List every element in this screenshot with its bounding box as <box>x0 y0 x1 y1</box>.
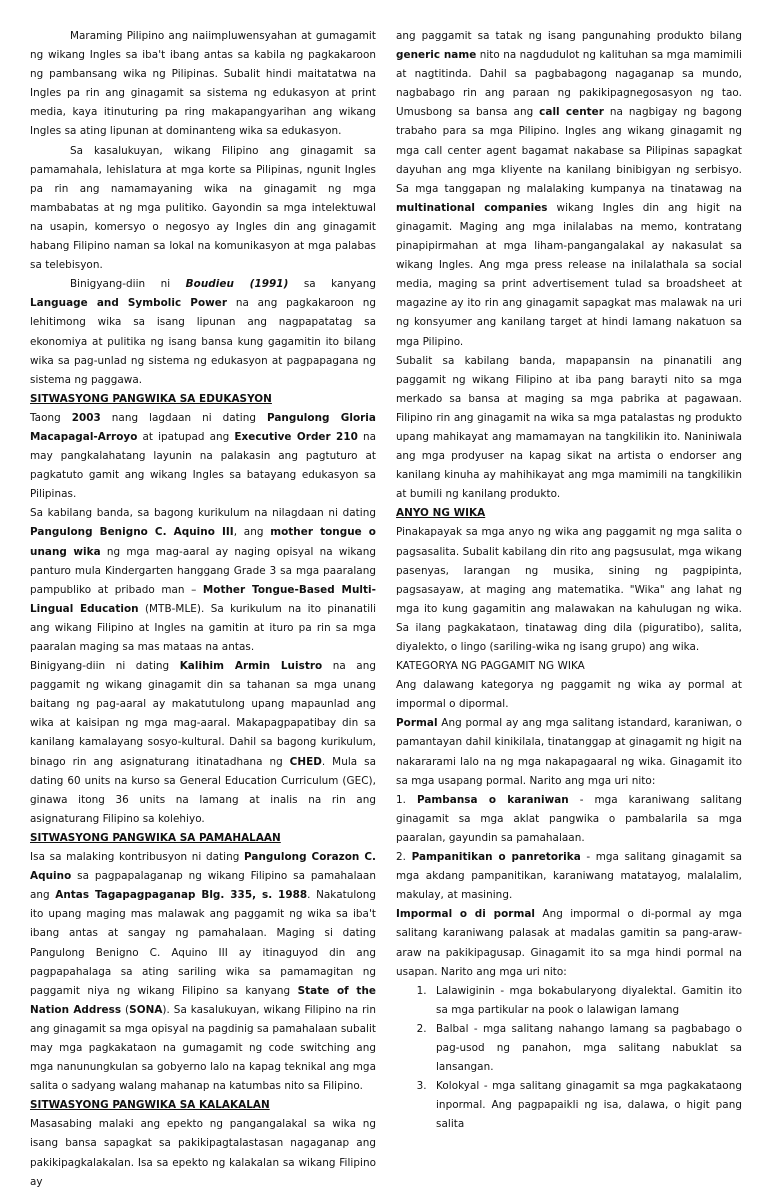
right-column <box>396 27 742 1131</box>
section-heading-kategorya: KATEGORYA NG PAGGAMIT NG WIKA <box>396 660 585 673</box>
list-item: 1. Lalawiginin - mga bokabularyong diyalektal. Gamitin ito sa mga partikular na pook o lalawigan lamang <box>430 982 742 1020</box>
left-column <box>30 27 377 1188</box>
paragraph: Subalit sa kabilang banda, mapapansin na pinanatili ang paggamit ng wikang Filipino at iba pang barayti nito sa mga merkado sa bansa at maging sa mga pabrika at pagawaan. Filipino rin ang ginagamit na wika sa mga patalastas ng produkto upang mahikayat ang mamamayan na tangkilikin ito. Naniniwala ang mga prodyuser na kapag sikat na artista o endorser ang kanilang kinuha ay mahihikayat ang mga mamimili na tangkilikin at bumili ng kanilang produkto. <box>396 354 742 501</box>
paragraph: Maraming Pilipino ang naiimpluwensyahan at gumagamit ng wikang Ingles sa iba't ibang antas sa kabila ng pagkakaroon ng pambansang wika ng Pilipinas. Subalit hindi maitatatwa na Ingles pa rin ang ginagamit sa sistema ng edukasyon at print media, kaya itinuturing pa ring makapangyarihan ang wikang Ingles sa ating lipunan at dominanteng wika sa edukasyon. <box>30 30 376 138</box>
paragraph: Isa sa malaking kontribusyon ni dating Pangulong Corazon C. Aquino sa pagpapalaganap ng wikang Filipino sa pamahalaan ang Antas Tagapagpaganap Blg. 335, s. 1988. Nakatulong ito upang maging mas malawak ang paggamit ng wika sa iba't ibang antas at sangay ng pamahalaan. Maging si dating Pangulong Benigno C. Aquino III ay itinaguyod din ang pagpapahalaga sa ating sariling wika sa pamamagitan ng paggamit niya ng wikang Filipino sa kanyang State of the Nation Address (SONA). Sa kasalukuyan, wikang Filipino na rin ang ginagamit sa mga opisyal na pagdinig sa pamahalaan subalit may mga pagkakataon na gumagamit ng code switching ang mga nanunungkulan sa gobyerno lalo na kapag teknikal ang mga salita o sadyang walang mahanap na katumbas nito sa Filipino. <box>30 851 377 1093</box>
section-heading-edukasyon: SITWASYONG PANGWIKA SA EDUKASYON <box>30 392 272 405</box>
paragraph: Ang dalawang kategorya ng paggamit ng wika ay pormal at impormal o dipormal. <box>396 679 742 711</box>
section-heading-pamahalaan: SITWASYONG PANGWIKA SA PAMAHALAAN <box>30 831 281 844</box>
section-heading-anyo-ng-wika: ANYO NG WIKA <box>396 507 486 520</box>
list-item: 2. Balbal - mga salitang nahango lamang sa pagbabago o pag-usod ng panahon, mga salitang nabuklat sa lansangan. <box>430 1020 742 1077</box>
paragraph: Sa kasalukuyan, wikang Filipino ang ginagamit sa pamamahala, lehislatura at mga korte sa Pilipinas, ngunit Ingles pa rin ang namamayaning wika na ginagamit ng mga mambabatas at ng mga pulitiko. Gayondin sa mga intelektuwal na usapin, komersyo o negosyo ay Ingles din ang ginagamit habang Filipino naman sa lokal na komunikasyon at mga palabas sa telebisyon. <box>30 144 376 272</box>
paragraph: 2. Pampanitikan o panretorika - mga salitang ginagamit sa mga akdang pampanitikan, karaniwang matatayog, malalalim, makulay, at masining. <box>396 851 742 902</box>
paragraph: 1. Pambansa o karaniwan - mga karaniwang salitang ginagamit sa mga aklat pangwika o pambalarila sa mga paaralan, gayundin sa pamahalaan. <box>396 793 742 844</box>
paragraph: Sa kabilang banda, sa bagong kurikulum na nilagdaan ni dating Pangulong Benigno C. Aquino III, ang mother tongue o unang wika ng mga mag-aaral ay naging opisyal na wikang panturo mula Kindergarten hanggang Grade 3 sa mga paaralang pampubliko at pribado man – Mother Tongue-Based Multi-Lingual Education (MTB-MLE). Sa kurikulum na ito pinanatili ang wikang Filipino at Ingles na gamitin at ituro pa rin sa mga paaralan maging sa mas mataas na antas. <box>30 507 376 653</box>
informal-types-list <box>396 982 742 1135</box>
paragraph: Pinakapayak sa mga anyo ng wika ang paggamit ng mga salita o pagsasalita. Subalit kabilang din rito ang pagsusulat, mga wikang pasenyas, larangan ng musika, sining ng pagpipinta, pagsasayaw, at maging ang matematika. "Wika" ang lahat ng mga ito kung gagamitin ang malawakan na kahulugan ng wika. Sa ilang pagkakataon, tinatawag ding dila (piguratibo), salita, diyalekto, o lingo (sariling-wika ng isang grupo) ang wika. <box>396 526 742 653</box>
paragraph: Taong 2003 nang lagdaan ni dating Pangulong Gloria Macapagal-Arroyo at ipatupad ang Executive Order 210 na may pangkalahatang layunin na palakasin ang pagtuturo at pagkatuto gamit ang wikang Ingles sa batayang edukasyon sa Pilipinas. <box>30 411 377 501</box>
list-item: 3. Kolokyal - mga salitang ginagamit sa mga pagkakataong inpormal. Ang pagpapaikli ng isa, dalawa, o higit pang salita <box>430 1077 742 1134</box>
paragraph: Pormal Ang pormal ay ang mga salitang istandard, karaniwan, o pamantayan dahil kinikilala, tinatanggap at ginagamit ng higit na nakararami lalo na ng mga nakapagaaral ng wika. Ginagamit ito sa mga usapang pormal. Narito ang mga uri nito: <box>396 717 742 787</box>
paragraph: Binigyang-diin ni Boudieu (1991) sa kanyang Language and Symbolic Power na ang pagkakaroon ng lehitimong wika sa isang lipunan ang nagpapatatag sa ekonomiya at pulitika ng isang bansa kung gagamitin ito bilang wika sa pag-unlad ng sistema ng edukasyon at pagpapagana ng sistema ng paggawa. <box>30 278 376 386</box>
paragraph: Masasabing malaki ang epekto ng pangangalakal sa wika ng isang bansa sapagkat sa pakikipagtalastasan nagaganap ang pakikipagkalakalan. Isa sa epekto ng kalakalan sa wikang Filipino ay <box>30 1118 376 1188</box>
paragraph: Binigyang-diin ni dating Kalihim Armin Luistro na ang paggamit ng wikang ginagamit din sa tahanan sa mga unang baitang ng pag-aaral ay makatutulong upang mapaunlad ang wika at kaisipan ng mga mag-aaral. Makapagpapatibay din sa kanilang kamalayang sosyo-kultural. Dahil sa bagong kurikulum, binago rin ang asignaturang itinatadhana ng CHED. Mula sa dating 60 units na kurso sa General Education Curriculum (GEC), ginawa itong 36 units na lamang at inalis na rin ang asignaturang Filipino sa kolehiyo. <box>30 660 376 825</box>
section-heading-kalakalan: SITWASYONG PANGWIKA SA KALAKALAN <box>30 1099 270 1112</box>
paragraph: ang paggamit sa tatak ng isang pangunahing produkto bilang generic name nito na nagdudulot ng kalituhan sa mga mamimili at nagtitinda. Dahil sa pagbabagong nagaganap sa mundo, nagbabago rin ang paraan ng pakikipagnegosasyon ng tao. Umusbong sa bansa ang call center na nagbigay ng bagong trabaho para sa mga Pilipino. Ingles ang wikang ginagamit ng mga call center agent bagamat nakabase sa Pilipinas sapagkat dayuhan ang mga kliyente na kanilang binibigyan ng serbisyo. Sa mga tanggapan ng malalaking kumpanya na tinatawag na multinational companies wikang Ingles din ang higit na ginagamit. Maging ang mga inilalabas na memo, kontratang pinapipirmahan at mga liham-pangangalakal ay nakasulat sa wikang Ingles. Ang mga press release na inilalathala sa social media, maging sa print advertisement tulad sa broadsheet at magazine ay ito rin ang ginagamit sapagkat mas malawak na uri ng konsyumer ang kanilang target at hindi lamang nakatuon sa mga Pilipino. <box>396 30 742 348</box>
paragraph: Impormal o di pormal Ang impormal o di-pormal ay mga salitang karaniwang palasak at madalas gamitin sa pang-araw-araw na pakikipagusap. Ginagamit ito sa mga hindi pormal na usapan. Narito ang mga uri nito: <box>396 908 742 978</box>
